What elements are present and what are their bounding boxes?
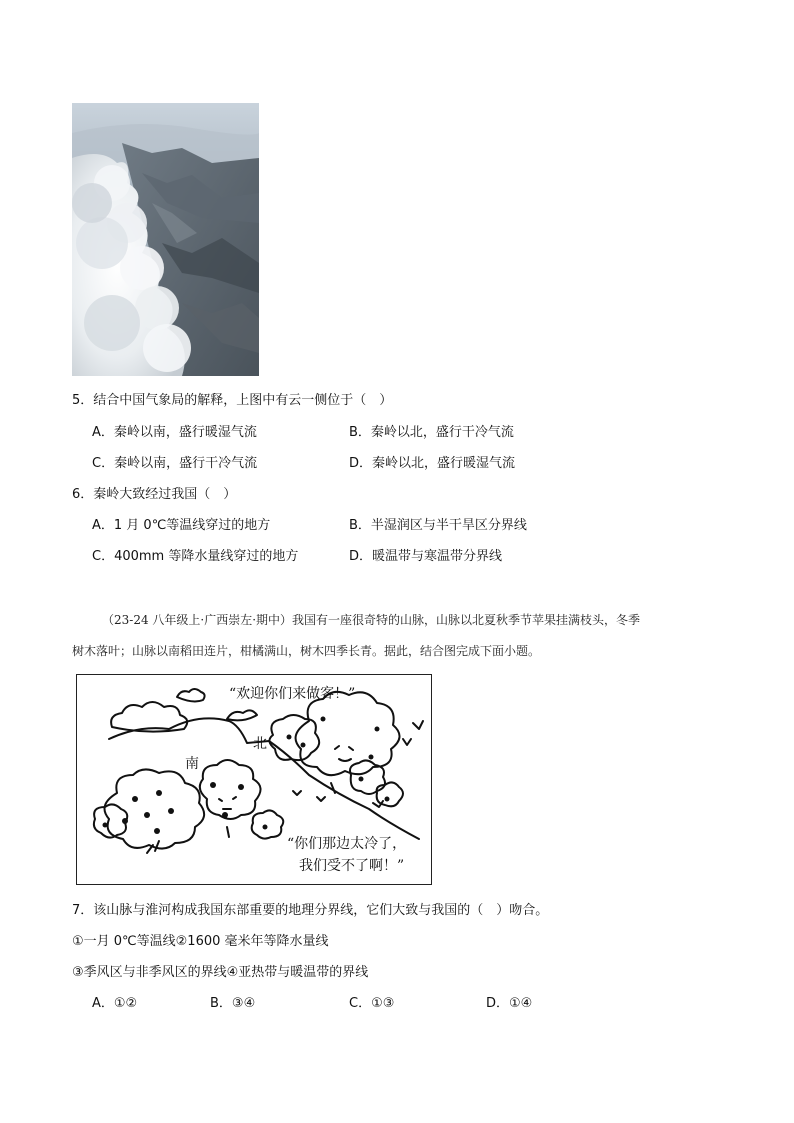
question-7-option-a[interactable]: A．①② <box>92 996 138 1011</box>
cartoon-welcome-speech: “欢迎你们来做客！” <box>229 686 356 702</box>
question-7-option-b[interactable]: B．③④ <box>210 996 256 1011</box>
question-5-option-a[interactable]: A．秦岭以南，盛行暖湿气流 <box>92 425 257 440</box>
question-7-items-line-2: ③季风区与非季风区的界线④亚热带与暖温带的界线 <box>72 965 369 980</box>
question-5-option-d[interactable]: D．秦岭以北，盛行暖湿气流 <box>349 456 516 471</box>
question-6-option-b[interactable]: B．半湿润区与半干旱区分界线 <box>349 518 527 533</box>
question-5-option-b[interactable]: B．秦岭以北，盛行干冷气流 <box>349 425 514 440</box>
question-7-option-d[interactable]: D．①④ <box>486 996 533 1011</box>
passage-line-1: （23-24 八年级上·广西崇左·期中）我国有一座很奇特的山脉，山脉以北夏秋季节苹果挂满枝头，冬季 <box>102 613 641 627</box>
question-7-option-c[interactable]: C．①③ <box>349 996 395 1011</box>
question-7-items-line-1: ①一月 0℃等温线②1600 毫米年等降水量线 <box>72 934 329 949</box>
question-6-option-a[interactable]: A．1 月 0℃等温线穿过的地方 <box>92 518 271 533</box>
cartoon-north-label: 北 <box>253 736 267 752</box>
question-7-stem: 7．该山脉与淮河构成我国东部重要的地理分界线，它们大致与我国的（ ）吻合。 <box>72 903 549 918</box>
question-6-option-c[interactable]: C．400mm 等降水量线穿过的地方 <box>92 549 299 564</box>
question-6-stem: 6．秦岭大致经过我国（ ） <box>72 487 237 502</box>
cartoon-south-label: 南 <box>185 756 199 772</box>
question-5-stem: 5．结合中国气象局的解释，上图中有云一侧位于（ ） <box>72 393 393 408</box>
question-5-option-c[interactable]: C．秦岭以南，盛行干冷气流 <box>92 456 258 471</box>
cartoon-reply-line-1: “你们那边太冷了， <box>287 836 407 852</box>
cartoon-reply-line-2: 我们受不了啊！” <box>299 858 405 874</box>
question-6-option-d[interactable]: D．暖温带与寒温带分界线 <box>349 549 503 564</box>
aerial-photo-mountains-clouds <box>72 103 259 376</box>
passage-line-2: 树木落叶；山脉以南稻田连片，柑橘满山，树木四季长青。据此，结合图完成下面小题。 <box>72 644 541 658</box>
cartoon-mountain-illustration <box>76 674 432 885</box>
